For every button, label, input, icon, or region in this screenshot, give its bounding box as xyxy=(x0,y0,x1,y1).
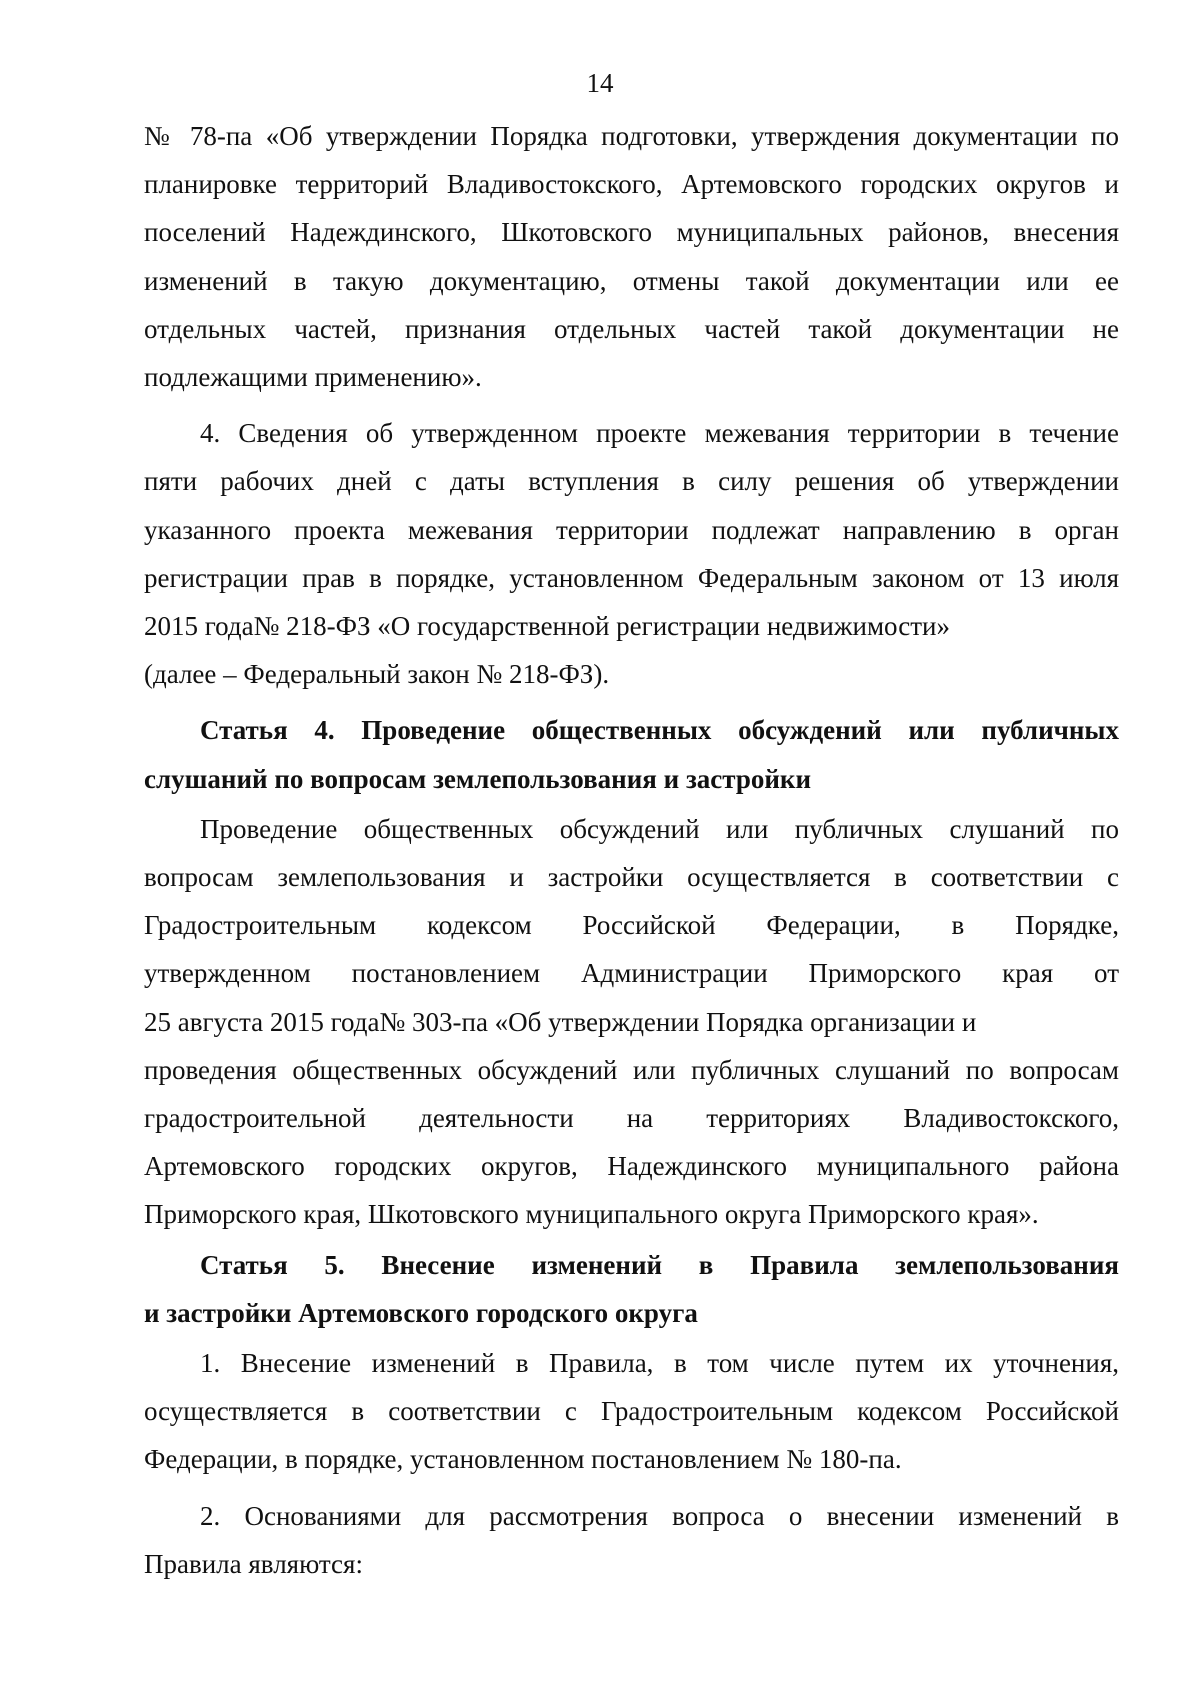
text-line: отдельных частей, признания отдельных частей такой документации не xyxy=(144,313,1119,344)
text-line: вопросам землепользования и застройки осуществляется в соответствии с xyxy=(144,862,1119,893)
text-fragment: № 218-ФЗ «О государственной регистрации недвижимости» xyxy=(253,611,950,642)
text-line: подлежащими применению». xyxy=(144,362,482,393)
heading-line: Статья 5. Внесение изменений в Правила землепользования xyxy=(200,1249,1119,1280)
article-4-body xyxy=(144,805,1119,1239)
text-line: Правила являются: xyxy=(144,1548,363,1579)
paragraph-item-4 xyxy=(144,409,1119,698)
text-line: № 78-па «Об утверждении Порядка подготовки, утверждения документации по xyxy=(144,121,1119,151)
text-line: 4. Сведения об утвержденном проекте межевания территории в течение xyxy=(200,418,1119,449)
paragraph-continuation xyxy=(144,112,1119,401)
text-line: 1. Внесение изменений в Правила, в том числе путем их уточнения, xyxy=(200,1348,1119,1379)
text-line xyxy=(144,998,1119,1046)
text-line: проведения общественных обсуждений или публичных слушаний по вопросам xyxy=(144,1054,1119,1085)
text-line: Артемовского городских округов, Надеждинского муниципального района xyxy=(144,1151,1119,1182)
text-line: поселений Надеждинского, Шкотовского муниципальных районов, внесения xyxy=(144,217,1119,248)
text-line: планировке территорий Владивостокского, Артемовского городских округов и xyxy=(144,169,1119,200)
page-content xyxy=(144,112,1119,1588)
article-5-item-1 xyxy=(144,1339,1119,1484)
text-line: осуществляется в соответствии с Градостроительным кодексом Российской xyxy=(144,1396,1119,1427)
text-fragment: 25 августа 2015 года xyxy=(144,1006,380,1037)
text-line: Федерации, в порядке, установленном постановлением № 180-па. xyxy=(144,1444,902,1475)
text-line: изменений в такую документацию, отмены такой документации или ее xyxy=(144,265,1119,296)
text-fragment: 2015 года xyxy=(144,611,254,642)
text-fragment: № 303-па «Об утверждении Порядка организации и xyxy=(379,1006,977,1037)
article-5-heading xyxy=(144,1241,1119,1337)
text-line: (далее – Федеральный закон № 218-ФЗ). xyxy=(144,659,610,690)
text-line: указанного проекта межевания территории подлежат направлению в орган xyxy=(144,514,1119,545)
text-line: Градостроительным кодексом Российской Федерации, в Порядке, xyxy=(144,910,1119,941)
page-number: 14 xyxy=(586,68,614,98)
article-5-item-2 xyxy=(144,1492,1119,1588)
text-line xyxy=(144,602,1119,650)
text-line: Приморского края, Шкотовского муниципального округа Приморского края». xyxy=(144,1199,1039,1230)
heading-line: и застройки Артемовского городского округа xyxy=(144,1297,698,1328)
text-line: пяти рабочих дней с даты вступления в силу решения об утверждении xyxy=(144,466,1119,497)
text-line: утвержденном постановлением Администрации Приморского края от xyxy=(144,958,1119,989)
heading-line: слушаний по вопросам землепользования и застройки xyxy=(144,763,812,794)
text-line: градостроительной деятельности на территориях Владивостокского, xyxy=(144,1103,1119,1134)
article-4-heading xyxy=(144,706,1119,802)
text-line: регистрации прав в порядке, установленном Федеральным законом от 13 июля xyxy=(144,562,1119,593)
text-line: Проведение общественных обсуждений или публичных слушаний по xyxy=(200,813,1119,844)
heading-line: Статья 4. Проведение общественных обсуждений или публичных xyxy=(200,715,1119,746)
text-line: 2. Основаниями для рассмотрения вопроса о внесении изменений в xyxy=(200,1500,1119,1531)
